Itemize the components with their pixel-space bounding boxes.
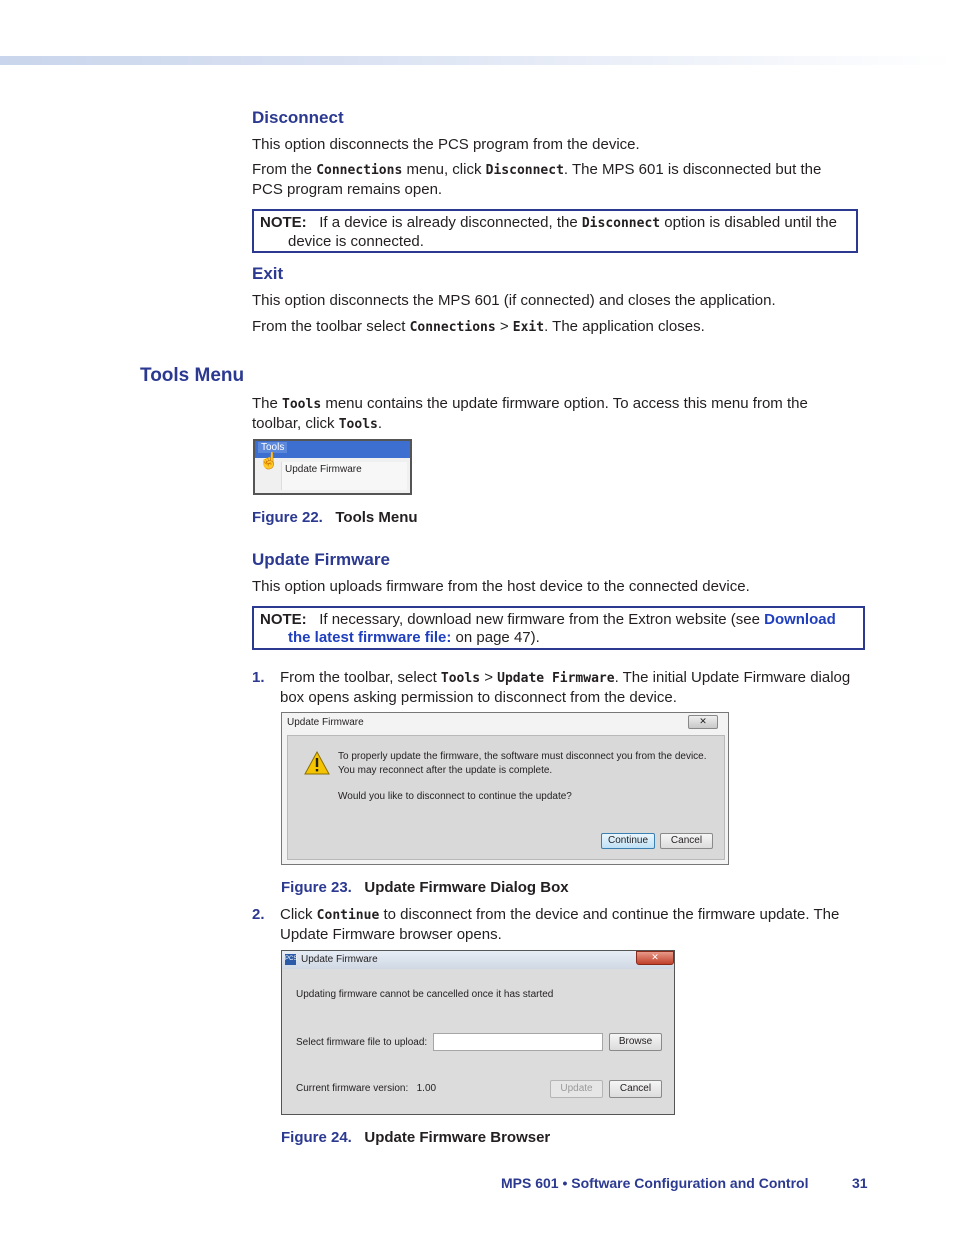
dialog-title: Update Firmware: [287, 717, 364, 728]
dialog-message: To properly update the firmware, the software must disconnect you from the device. You may reconnect after the update is complete. Would you like to disconnect to continue the update?: [338, 751, 707, 802]
disconnect-heading: Disconnect: [252, 108, 344, 127]
pcs-app-icon: PCS: [285, 954, 296, 965]
tools-menu-label[interactable]: Tools: [258, 442, 287, 453]
tools-menu-heading: Tools Menu: [140, 365, 245, 386]
cancel-button[interactable]: Cancel: [660, 833, 713, 849]
step-2-text: Click Continue to disconnect from the device and continue the firmware update. The Update Firmware browser opens.: [280, 906, 840, 943]
step-1-text: From the toolbar, select Tools > Update Firmware. The initial Update Firmware dialog box opens asking permission to disconnect from the device.: [280, 669, 851, 706]
footer-title: MPS 601 • Software Configuration and Control: [501, 1175, 809, 1191]
firmware-version-value: 1.00: [416, 1083, 437, 1094]
update-firmware-para: This option uploads firmware from the host device to the connected device.: [252, 578, 750, 595]
exit-heading: Exit: [252, 264, 284, 283]
close-icon[interactable]: ✕: [688, 715, 718, 729]
download-link[interactable]: Download: [764, 611, 836, 628]
continue-button[interactable]: Continue: [601, 833, 655, 849]
warning-icon: [304, 751, 330, 775]
firmware-file-label: Select firmware file to upload:: [296, 1037, 428, 1048]
figure-23-caption: Figure 23. Update Firmware Dialog Box: [281, 879, 569, 896]
disconnect-para-1: This option disconnects the PCS program from the device.: [252, 136, 640, 153]
download-link-cont[interactable]: the latest firmware file:: [288, 629, 452, 646]
browser-title: Update Firmware: [301, 954, 378, 965]
update-firmware-browser: [281, 950, 675, 1115]
update-firmware-dialog: [281, 712, 729, 865]
exit-para-2: From the toolbar select Connections > Exit. The application closes.: [252, 318, 705, 335]
browser-title-bar: [282, 951, 674, 969]
firmware-file-input[interactable]: [433, 1033, 603, 1051]
tools-menu-screenshot: [253, 439, 412, 495]
cancel-button[interactable]: Cancel: [609, 1080, 662, 1098]
close-icon[interactable]: ✕: [636, 951, 674, 965]
update-button[interactable]: Update: [550, 1080, 603, 1098]
page-number: 31: [852, 1175, 868, 1191]
update-firmware-menu-item[interactable]: Update Firmware: [281, 462, 407, 490]
dialog-body: [287, 735, 725, 860]
firmware-warning: Updating firmware cannot be cancelled once it has started: [296, 989, 554, 1000]
figure-24-caption: Figure 24. Update Firmware Browser: [281, 1129, 551, 1146]
header-bar: [0, 56, 954, 65]
step-1-number: 1.: [252, 669, 265, 686]
figure-22-caption: Figure 22. Tools Menu: [252, 509, 418, 526]
disconnect-note: NOTE: If a device is already disconnected, the Disconnect option is disabled until the device is connected.: [252, 209, 858, 253]
hand-cursor-icon: ☝: [259, 453, 279, 470]
tools-para: The Tools menu contains the update firmware option. To access this menu from the toolbar, click Tools.: [252, 395, 808, 432]
exit-para-1: This option disconnects the MPS 601 (if connected) and closes the application.: [252, 292, 776, 309]
step-2-number: 2.: [252, 906, 265, 923]
browse-button[interactable]: Browse: [609, 1033, 662, 1051]
update-firmware-heading: Update Firmware: [252, 550, 390, 569]
disconnect-para-2: From the Connections menu, click Disconnect. The MPS 601 is disconnected but the PCS program remains open.: [252, 161, 822, 198]
firmware-version: Current firmware version: 1.00: [296, 1083, 437, 1094]
update-firmware-note: NOTE: If necessary, download new firmware from the Extron website (see Download the latest firmware file: on page 47).: [252, 606, 865, 650]
